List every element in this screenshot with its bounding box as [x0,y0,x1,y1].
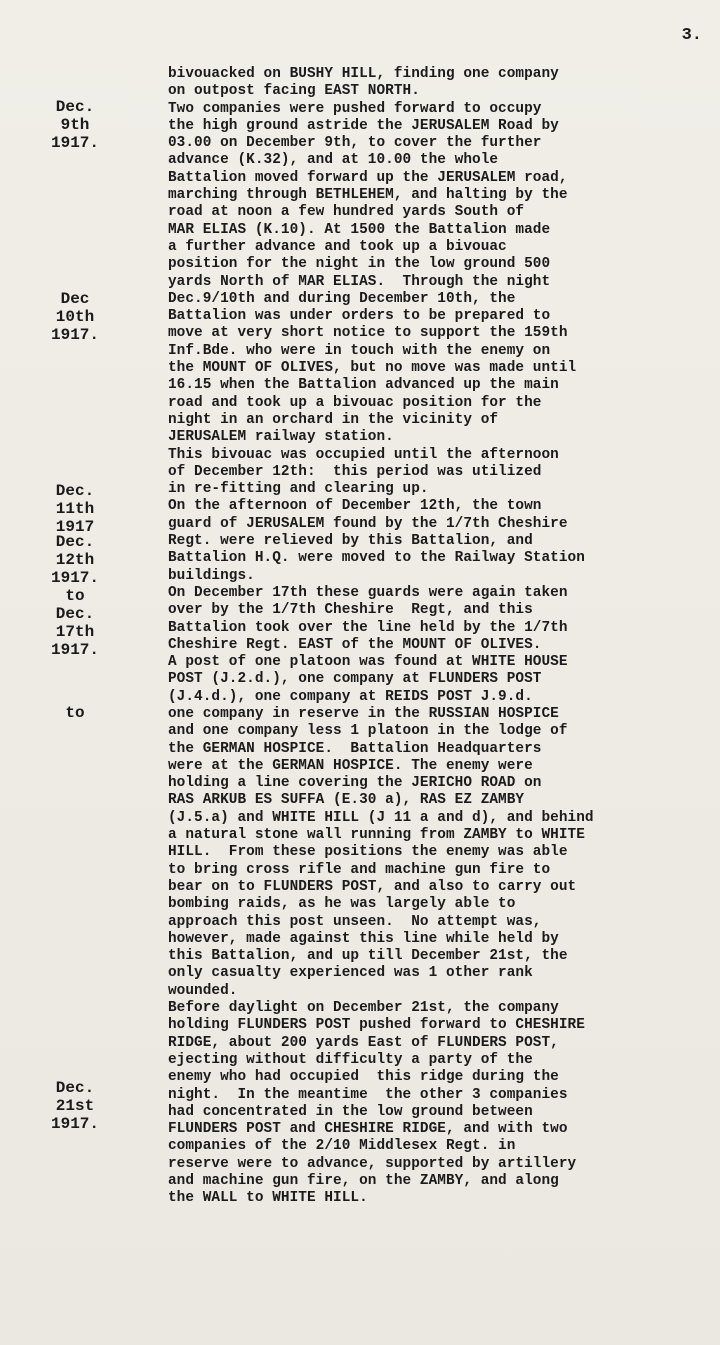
text-line: enemy who had occupied this ridge during the [168,1069,559,1086]
text-line: holding FLUNDERS POST pushed forward to CHESHIRE [168,1017,585,1034]
text-line: of December 12th: this period was utilized [168,463,542,480]
text-line: road at noon a few hundred yards South of [168,204,525,221]
text-line: Cheshire Regt. EAST of the MOUNT OF OLIVES. [168,636,542,653]
margin-date-dec-9: Dec. 9th 1917. [50,98,99,152]
text-line: advance (K.32), and at 10.00 the whole [168,152,499,169]
text-line: yards North of MAR ELIAS. Through the night [168,273,551,290]
text-line: however, made against this line while held by [168,930,559,947]
text-line: holding a line covering the JERICHO ROAD on [168,775,542,792]
text-line: this Battalion, and up till December 21st, the [168,948,568,965]
text-line: guard of JERUSALEM found by the 1/7th Cheshire [168,515,568,532]
text-line: Dec.9/10th and during December 10th, the [168,290,516,307]
text-line: companies of the 2/10 Middlesex Regt. in [168,1138,516,1155]
text-line: FLUNDERS POST and CHESHIRE RIDGE, and with two [168,1121,568,1138]
text-line: POST (J.2.d.), one company at FLUNDERS POST [168,671,542,688]
text-line: were at the GERMAN HOSPICE. The enemy were [168,757,533,774]
text-line: marching through BETHLEHEM, and halting by the [168,187,568,204]
text-line: over by the 1/7th Cheshire Regt, and this [168,602,533,619]
text-line: the MOUNT OF OLIVES, but no move was made until [168,360,577,377]
text-line: only casualty experienced was 1 other rank [168,965,533,982]
text-line: Battalion moved forward up the JERUSALEM road, [168,169,568,186]
text-line: position for the night in the low ground 500 [168,256,551,273]
text-line: move at very short notice to support the 159th [168,325,568,342]
text-line: HILL. From these positions the enemy was able [168,844,568,861]
margin-date-dec-10: Dec 10th 1917. [50,290,99,344]
text-line: 03.00 on December 9th, to cover the further [168,135,542,152]
text-line: RIDGE, about 200 yards East of FLUNDERS POST, [168,1034,559,1051]
page-number: 3. [681,26,702,45]
text-line: (J.5.a) and WHITE HILL (J 11 a and d), and behind [168,809,594,826]
text-line: the WALL to WHITE HILL. [168,1190,368,1207]
text-line: buildings. [168,567,255,584]
text-line: Inf.Bde. who were in touch with the enemy on [168,342,551,359]
text-line: and machine gun fire, on the ZAMBY, and along [168,1173,559,1189]
text-line: had concentrated in the low ground between [168,1103,533,1120]
text-line: the high ground astride the JERUSALEM Road by [168,117,559,134]
text-line: This bivouac was occupied until the afternoon [168,446,559,463]
text-line: Battalion was under orders to be prepared to [168,308,551,325]
text-line: Before daylight on December 21st, the company [168,1000,559,1017]
text-line: bombing raids, as he was largely able to [168,896,516,913]
text-line: a natural stone wall running from ZAMBY to WHITE [168,827,585,844]
text-line: to bring cross rifle and machine gun fire to [168,861,551,878]
war-diary-body-text [168,66,716,1208]
text-line: On the afternoon of December 12th, the town [168,498,542,515]
text-line: bivouacked on BUSHY HILL, finding one company [168,66,559,82]
text-line: bear on to FLUNDERS POST, and also to carry out [168,878,577,895]
text-line: 16.15 when the Battalion advanced up the main [168,377,559,394]
text-line: Two companies were pushed forward to occupy [168,100,542,117]
margin-date-dec-11: Dec. 11th 1917 [55,482,95,536]
text-line: MAR ELIAS (K.10). At 1500 the Battalion made [168,221,551,238]
text-line: a further advance and took up a bivouac [168,238,507,255]
margin-date-to: to [65,704,85,722]
text-line: Battalion took over the line held by the 1/7th [168,619,568,636]
text-line: and one company less 1 platoon in the lodge of [168,723,568,740]
text-line: approach this post unseen. No attempt was, [168,913,542,930]
text-line: On December 17th these guards were again taken [168,584,568,601]
text-line: on outpost facing EAST NORTH. [168,83,420,100]
margin-date-dec-12-17: Dec. 12th 1917. to Dec. 17th 1917. [50,533,99,659]
text-line: JERUSALEM railway station. [168,429,394,446]
text-line: ejecting without difficulty a party of the [168,1051,533,1068]
text-line: night in an orchard in the vicinity of [168,411,499,428]
text-line: Battalion H.Q. were moved to the Railway Station [168,550,585,567]
text-line: night. In the meantime the other 3 companies [168,1086,568,1103]
text-line: RAS ARKUB ES SUFFA (E.30 a), RAS EZ ZAMBY [168,792,525,809]
text-line: A post of one platoon was found at WHITE HOUSE [168,654,568,671]
text-line: Regt. were relieved by this Battalion, and [168,533,533,550]
text-line: reserve were to advance, supported by artillery [168,1155,577,1172]
text-line: one company in reserve in the RUSSIAN HOSPICE [168,705,559,722]
text-line: (J.4.d.), one company at REIDS POST J.9.d. [168,688,533,705]
text-line: road and took up a bivouac position for the [168,394,542,411]
text-line: in re-fitting and clearing up. [168,481,429,498]
text-line: wounded. [168,982,238,999]
text-line: the GERMAN HOSPICE. Battalion Headquarters [168,740,542,757]
margin-date-dec-21: Dec. 21st 1917. [50,1079,99,1133]
